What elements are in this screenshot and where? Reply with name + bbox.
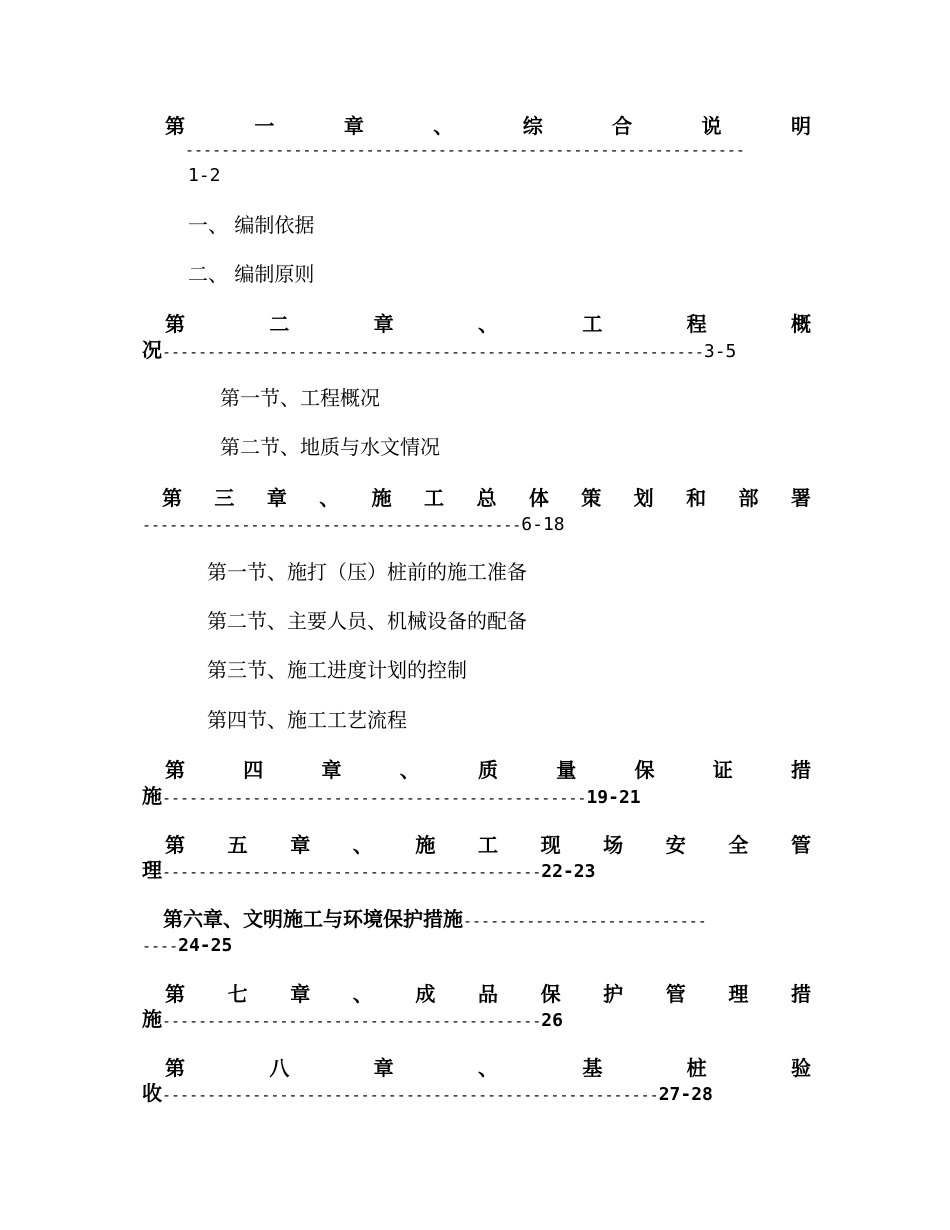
title-char: 工	[582, 312, 603, 336]
title-char: 保	[634, 758, 655, 782]
title-char: 第	[165, 1056, 185, 1080]
chapter-3-section-3: 第三节、施工进度计划的控制	[207, 658, 467, 682]
title-char: 八	[269, 1056, 290, 1080]
title-char: 说	[701, 114, 722, 138]
title-tail: 施	[142, 1007, 162, 1031]
title-char: 桩	[686, 1056, 707, 1080]
title-char: 三	[214, 486, 235, 510]
chapter-4-title	[165, 757, 811, 783]
chapter-5-pages: 22-23	[541, 861, 596, 882]
title-char: 章	[343, 114, 364, 138]
leader-dots: ---------------------------	[463, 912, 707, 930]
title-char: 现	[540, 833, 561, 857]
title-char: 综	[522, 114, 543, 138]
title-char: 品	[477, 982, 498, 1006]
title-char: 、	[433, 114, 454, 138]
title-char: 施	[415, 833, 436, 857]
title-char: 总	[476, 486, 497, 510]
title-char: 第	[165, 758, 185, 782]
title-char: 全	[728, 833, 749, 857]
title-char: 证	[712, 758, 733, 782]
chapter-2-leader-line	[142, 337, 736, 365]
title-char: 第	[165, 833, 185, 857]
title-char: 第	[165, 312, 185, 336]
title-char: 二	[269, 312, 290, 336]
title-tail: 理	[142, 858, 162, 882]
chapter-8-leader-line	[142, 1080, 713, 1108]
chapter-1-section-1: 一、 编制依据	[188, 213, 315, 237]
chapter-4-pages: 19-21	[586, 787, 641, 808]
leader-dots: ----	[142, 937, 179, 955]
title-char: 部	[738, 486, 759, 510]
title-char: 署	[790, 486, 811, 510]
title-char: 、	[352, 833, 373, 857]
title-char: 保	[540, 982, 561, 1006]
title-char: 成	[415, 982, 436, 1006]
chapter-3-title	[162, 485, 811, 511]
leader-dots: ------------------------------------------	[142, 516, 522, 534]
chapter-5-title	[165, 832, 811, 858]
title-char: 措	[790, 982, 811, 1006]
title-char: 、	[319, 486, 340, 510]
chapter-1-section-2: 二、 编制原则	[188, 262, 315, 286]
title-char: 管	[790, 833, 811, 857]
chapter-3-section-2: 第二节、主要人员、机械设备的配备	[207, 609, 527, 633]
title-char: 四	[243, 758, 264, 782]
chapter-8-title	[165, 1055, 811, 1081]
title-char: 明	[790, 114, 811, 138]
title-char: 合	[612, 114, 633, 138]
chapter-8-pages: 27-28	[658, 1084, 713, 1105]
title-char: 和	[686, 486, 707, 510]
leader-dots: ------------------------------------------	[162, 863, 542, 881]
title-tail: 况	[142, 338, 162, 362]
title-char: 章	[290, 833, 311, 857]
chapter-7-pages: 26	[541, 1010, 563, 1031]
chapter-1-leader: --------------------------------------------------------------	[185, 141, 745, 159]
title-char: 第	[162, 486, 182, 510]
title-char: 五	[227, 833, 248, 857]
chapter-3-pages: 6-18	[521, 514, 565, 535]
title-char: 、	[399, 758, 420, 782]
title-char: 章	[373, 312, 394, 336]
title-char: 量	[556, 758, 577, 782]
title-char: 工	[477, 833, 498, 857]
title-char: 程	[686, 312, 707, 336]
leader-dots: -----------------------------------------------	[162, 789, 587, 807]
title-char: 场	[603, 833, 624, 857]
title-char: 章	[290, 982, 311, 1006]
chapter-4-leader-line	[142, 783, 641, 811]
title-char: 体	[528, 486, 549, 510]
title-char: 护	[603, 982, 624, 1006]
leader-dots: ------------------------------------------------------------	[162, 343, 704, 361]
title-char: 第	[165, 982, 185, 1006]
title-char: 章	[373, 1056, 394, 1080]
title-char: 理	[728, 982, 749, 1006]
title-char: 管	[665, 982, 686, 1006]
chapter-2-title	[165, 311, 811, 337]
title-char: 、	[477, 312, 498, 336]
chapter-1-title	[165, 113, 811, 139]
title-char: 安	[665, 833, 686, 857]
title-tail: 收	[142, 1081, 162, 1105]
chapter-3-section-4: 第四节、施工工艺流程	[207, 708, 407, 732]
chapter-6-leader-line	[142, 931, 232, 959]
title-char: 验	[790, 1056, 811, 1080]
chapter-7-leader-line	[142, 1006, 563, 1034]
chapter-5-leader-line	[142, 857, 595, 885]
chapter-6-pages: 24-25	[178, 935, 233, 956]
chapter-6-title-line	[163, 906, 707, 934]
leader-dots: ------------------------------------------	[162, 1012, 542, 1030]
chapter-2-section-2: 第二节、地质与水文情况	[220, 435, 440, 459]
chapter-3-section-1: 第一节、施打（压）桩前的施工准备	[207, 560, 527, 584]
chapter-7-title	[165, 981, 811, 1007]
title-char: 策	[581, 486, 602, 510]
title-char: 施	[371, 486, 392, 510]
title-char: 章	[266, 486, 287, 510]
chapter-1-pages: 1-2	[188, 165, 221, 186]
title-char: 工	[424, 486, 445, 510]
leader-dots: -------------------------------------------------------	[162, 1086, 659, 1104]
title-char: 措	[791, 758, 811, 782]
title-char: 七	[227, 982, 248, 1006]
chapter-2-pages: 3-5	[703, 341, 737, 362]
title-char: 章	[321, 758, 342, 782]
title-char: 基	[582, 1056, 603, 1080]
title-char: 质	[478, 758, 498, 782]
chapter-6-title: 第六章、文明施工与环境保护措施	[163, 907, 463, 931]
title-char: 、	[352, 982, 373, 1006]
title-char: 一	[254, 114, 275, 138]
title-char: 划	[633, 486, 654, 510]
chapter-2-section-1: 第一节、工程概况	[220, 386, 380, 410]
title-char: 、	[477, 1056, 498, 1080]
title-char: 第	[165, 114, 185, 138]
chapter-3-leader-line	[142, 510, 565, 538]
title-tail: 施	[142, 784, 162, 808]
title-char: 概	[790, 312, 811, 336]
